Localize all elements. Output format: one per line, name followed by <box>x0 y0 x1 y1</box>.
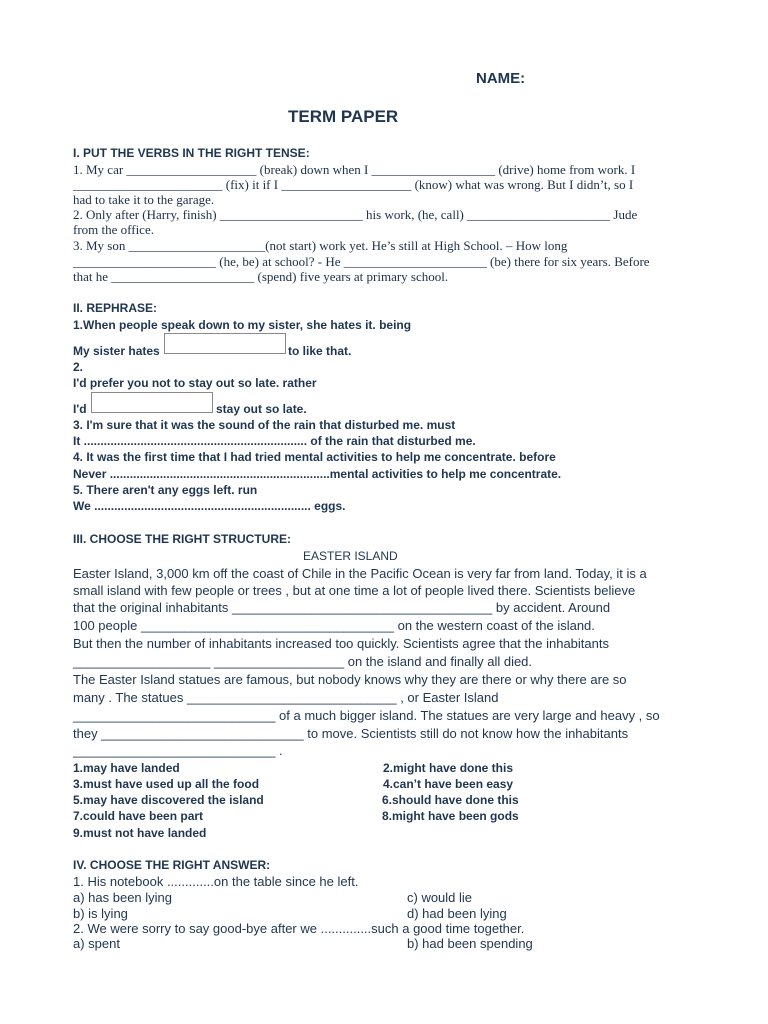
rephrase-q1-prefix: My sister hates <box>73 344 160 358</box>
rephrase-q2-number: 2. <box>73 360 84 374</box>
option-left: 7.could have been part <box>73 809 204 823</box>
rephrase-q1: 1.When people speak down to my sister, she hates it. being <box>73 318 412 332</box>
option-left: 1.may have landed <box>73 761 180 775</box>
rephrase-q4: 4. It was the first time that I had tried mental activities to help me concentrate. before <box>73 450 556 464</box>
passage-line: 100 people ___________________________________ on the western coast of the island. <box>73 618 595 633</box>
passage-line: ____________________________ . <box>73 743 283 758</box>
passage-line: that the original inhabitants ____________________________________ by accident. Around <box>73 600 611 615</box>
page-title: TERM PAPER <box>288 107 399 126</box>
option-left: 9.must not have landed <box>73 826 207 840</box>
section1-line: 3. My son _____________________(not start) work yet. He’s still at High School. – How long <box>73 238 568 253</box>
option-right: 2.might have done this <box>383 761 514 775</box>
option-left: 5.may have discovered the island <box>73 793 264 807</box>
option-right: 4.can’t have been easy <box>383 777 514 791</box>
passage-title: EASTER ISLAND <box>303 549 398 563</box>
mc-q1-option-b: b) is lying <box>73 906 128 921</box>
passage-line: many . The statues _____________________________ , or Easter Island <box>73 690 499 705</box>
mc-q1-option-a: a) has been lying <box>73 890 173 905</box>
mc-q1: 1. His notebook .............on the table since he left. <box>73 874 359 889</box>
passage-line: Easter Island, 3,000 km off the coast of Chile in the Pacific Ocean is very far from land. Today, it is a <box>73 566 647 581</box>
rephrase-q1-input[interactable] <box>164 333 286 354</box>
rephrase-q3-answer: It ................................................................... of the rain that disturbed me. <box>73 434 476 448</box>
passage-line: The Easter Island statues are famous, but nobody knows why they are there or why there are so <box>73 672 627 687</box>
rephrase-q2: I'd prefer you not to stay out so late. rather <box>73 376 317 390</box>
mc-q1-option-c: c) would lie <box>407 890 473 905</box>
rephrase-q3: 3. I'm sure that it was the sound of the rain that disturbed me. must <box>73 418 456 432</box>
rephrase-q2-prefix: I'd <box>73 402 87 416</box>
mc-q2: 2. We were sorry to say good-bye after we ..............such a good time together. <box>73 921 525 936</box>
rephrase-q2-suffix: stay out so late. <box>216 402 307 416</box>
passage-line: But then the number of inhabitants increased too quickly. Scientists agree that the inhabitants <box>73 636 609 651</box>
rephrase-q2-input[interactable] <box>91 392 213 413</box>
section1-line: from the office. <box>73 222 154 237</box>
mc-q2-option-a: a) spent <box>73 936 120 951</box>
rephrase-q5: 5. There aren't any eggs left. run <box>73 483 258 497</box>
passage-line: ____________________________ of a much bigger island. The statues are very large and heavy , so <box>73 708 660 723</box>
section1-line: 1. My car ____________________ (break) down when I ___________________ (drive) home from work. I <box>73 162 636 177</box>
section2-heading: II. REPHRASE: <box>73 301 158 315</box>
rephrase-q5-answer: We ................................................................. eggs. <box>73 499 346 513</box>
section4-heading: IV. CHOOSE THE RIGHT ANSWER: <box>73 858 271 872</box>
option-left: 3.must have used up all the food <box>73 777 260 791</box>
passage-line: ___________________ __________________ on the island and finally all died. <box>73 654 533 669</box>
section1-line: ______________________ (he, be) at school? - He ______________________ (be) there for six years. Before <box>73 254 650 269</box>
option-right: 8.might have been gods <box>382 809 519 823</box>
section1-line: that he ______________________ (spend) five years at primary school. <box>73 269 449 284</box>
section1-line: 2. Only after (Harry, finish) ______________________ his work, (he, call) ______________________ Jude <box>73 207 638 222</box>
passage-line: small island with few people or trees , but at one time a lot of people lived there. Scientists believe <box>73 583 636 598</box>
mc-q2-option-b: b) had been spending <box>407 936 533 951</box>
passage-line: they ____________________________ to move. Scientists still do not know how the inhabitants <box>73 726 629 741</box>
rephrase-q4-answer: Never ..................................................................mental activities to help me concentrate. <box>73 467 562 481</box>
section3-heading: III. CHOOSE THE RIGHT STRUCTURE: <box>73 532 292 546</box>
section1-line: had to take it to the garage. <box>73 192 215 207</box>
section1-line: _______________________ (fix) it if I ____________________ (know) what was wrong. But I didn’t, so I <box>73 177 634 192</box>
rephrase-q1-suffix: to like that. <box>288 344 352 358</box>
option-right: 6.should have done this <box>382 793 519 807</box>
mc-q1-option-d: d) had been lying <box>407 906 507 921</box>
name-label: NAME: <box>476 70 526 87</box>
section1-heading: I. PUT THE VERBS IN THE RIGHT TENSE: <box>73 146 310 160</box>
